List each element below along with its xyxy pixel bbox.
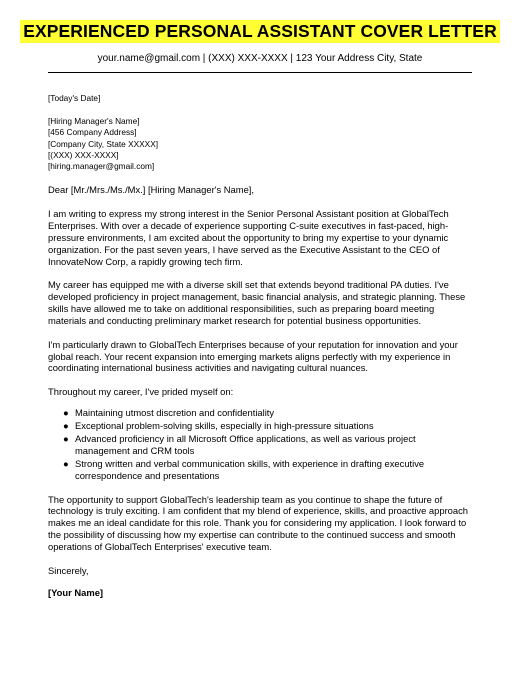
list-intro: Throughout my career, I've prided myself on: bbox=[48, 386, 234, 398]
strengths-list bbox=[48, 407, 472, 481]
recipient-line: [Hiring Manager's Name] bbox=[48, 116, 140, 127]
contact-line: your.name@gmail.com | (XXX) XXX-XXXX | 123 Your Address City, State bbox=[97, 53, 423, 64]
list-item bbox=[48, 420, 472, 432]
list-item bbox=[48, 433, 472, 457]
list-item-text: Strong written and verbal communication skills, with experience in drafting executive correspondence and presentations bbox=[75, 457, 425, 481]
bullet-icon: ● bbox=[63, 407, 69, 419]
bullet-icon: ● bbox=[63, 420, 69, 431]
list-item bbox=[48, 458, 472, 482]
header-divider bbox=[48, 72, 472, 73]
list-item bbox=[48, 407, 472, 419]
letter-body bbox=[48, 93, 472, 599]
bullet-icon: ● bbox=[63, 457, 69, 469]
title-wrap bbox=[0, 20, 520, 43]
body-paragraph: My career has equipped me with a diverse skill set that extends beyond traditional PA duties. I've developed proficiency in project management, basic financial analysis, and strategic planning. These skills have allowed me to take on additional responsibilities, such as preparing board meeting materials and conducting preliminary market research for potential business opportunities. bbox=[48, 279, 466, 326]
recipient-line: [Company City, State XXXXX] bbox=[48, 138, 159, 149]
recipient-line: [456 Company Address] bbox=[48, 127, 137, 138]
document-title: EXPERIENCED PERSONAL ASSISTANT COVER LETTER bbox=[20, 20, 500, 43]
signature-name: [Your Name] bbox=[48, 586, 104, 598]
body-paragraph: I'm particularly drawn to GlobalTech Enterprises because of your reputation for innovation and your global reach. Your recent expansion into emerging markets aligns perfectly with my experience in coordinating international business activities and navigating cultural nuances. bbox=[48, 338, 458, 374]
body-paragraph: I am writing to express my strong interest in the Senior Personal Assistant position at GlobalTech Enterprises. With over a decade of experience supporting C-suite executives in fast-paced, high-pressure environments, I am excited about the opportunity to bring my expertise to your dynamic organization. For the past seven years, I have served as the Executive Assistant to the CEO of InnovateNow Corp, a rapidly growing tech firm. bbox=[48, 207, 449, 267]
closing-paragraph: The opportunity to support GlobalTech's leadership team as you continue to shape the future of technology is truly exciting. I am confident that my blend of experience, skills, and proactive approach makes me an ideal candidate for this role. Thank you for considering my application. I look forward to the possibility of discussing how my expertise can contribute to the continued success and smooth operations of GlobalTech Enterprises' executive team. bbox=[48, 493, 469, 553]
list-item-text: Exceptional problem-solving skills, especially in high-pressure situations bbox=[75, 420, 374, 431]
list-item-text: Maintaining utmost discretion and confidentiality bbox=[75, 407, 275, 419]
list-item-text: Advanced proficiency in all Microsoft Office applications, as well as various project management and CRM tools bbox=[75, 432, 416, 456]
recipient-line: [hiring.manager@gmail.com] bbox=[48, 161, 155, 172]
recipient-block bbox=[48, 116, 472, 172]
signoff: Sincerely, bbox=[48, 564, 89, 576]
recipient-line: [(XXX) XXX-XXXX] bbox=[48, 149, 119, 160]
bullet-icon: ● bbox=[63, 432, 69, 444]
salutation: Dear [Mr./Mrs./Ms./Mx.] [Hiring Manager's Name], bbox=[48, 184, 254, 196]
letter-date: [Today's Date] bbox=[48, 93, 101, 103]
